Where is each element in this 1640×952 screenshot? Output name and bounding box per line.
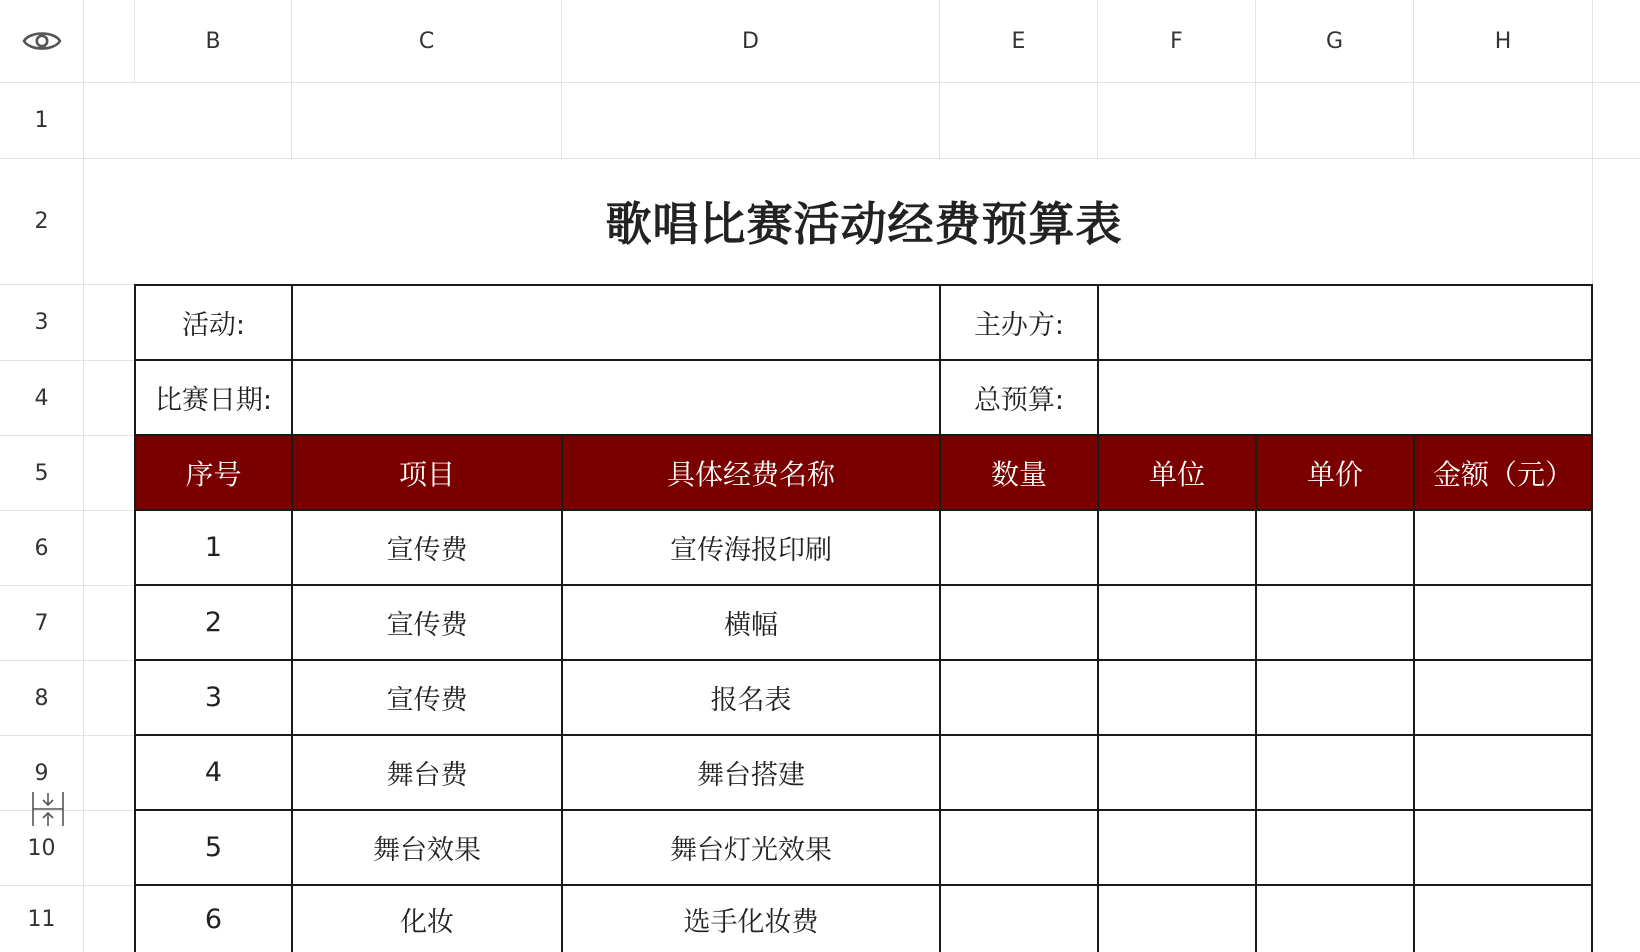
organizer-value-cell[interactable] — [1099, 286, 1591, 359]
row-resize-icon[interactable] — [30, 790, 66, 828]
date-label-cell[interactable]: 比赛日期: — [154, 385, 273, 416]
item-category-cell[interactable]: 宣传费 — [386, 535, 468, 566]
budget-label-cell[interactable]: 总预算: — [973, 385, 1065, 416]
row-header-6[interactable]: 6 — [0, 511, 83, 585]
header-cell-expense-name[interactable]: 具体经费名称 — [666, 457, 835, 491]
row-header-4[interactable]: 4 — [0, 361, 83, 435]
item-category-cell[interactable]: 宣传费 — [386, 610, 468, 641]
item-category-cell[interactable]: 宣传费 — [386, 685, 468, 716]
row-header-5[interactable]: 5 — [0, 436, 83, 510]
header-cell-unit[interactable]: 单位 — [1148, 457, 1205, 491]
item-no-cell[interactable]: 2 — [204, 607, 223, 638]
item-no-cell[interactable]: 5 — [204, 832, 223, 863]
row-header-3[interactable]: 3 — [0, 285, 83, 360]
item-no-cell[interactable]: 4 — [204, 757, 223, 788]
column-header-e[interactable]: E — [940, 0, 1097, 82]
column-header-h[interactable]: H — [1414, 0, 1592, 82]
row-header-7[interactable]: 7 — [0, 586, 83, 660]
header-cell-quantity[interactable]: 数量 — [990, 457, 1047, 491]
gridline — [0, 82, 1640, 83]
item-name-cell[interactable]: 选手化妆费 — [683, 906, 819, 938]
item-no-cell[interactable]: 6 — [204, 903, 223, 935]
item-category-cell[interactable]: 舞台费 — [386, 760, 468, 791]
header-cell-category[interactable]: 项目 — [398, 457, 455, 491]
date-value-cell[interactable] — [293, 361, 939, 434]
item-category-cell[interactable]: 化妆 — [400, 906, 454, 938]
sheet-title[interactable]: 歌唱比赛活动经费预算表 — [605, 196, 1123, 251]
item-category-cell[interactable]: 舞台效果 — [373, 835, 481, 866]
organizer-label-cell[interactable]: 主办方: — [973, 310, 1065, 341]
eye-icon[interactable] — [22, 26, 62, 56]
item-name-cell[interactable]: 宣传海报印刷 — [670, 535, 832, 566]
activity-label-cell[interactable]: 活动: — [181, 310, 246, 341]
row-header-9[interactable]: 9 — [0, 736, 83, 810]
column-header-f[interactable]: F — [1098, 0, 1255, 82]
column-header-b[interactable]: B — [135, 0, 291, 82]
row-header-1[interactable]: 1 — [0, 83, 83, 158]
budget-value-cell[interactable] — [1099, 361, 1591, 434]
column-header-d[interactable]: D — [562, 0, 939, 82]
row-header-10[interactable]: 10 — [0, 811, 83, 885]
column-header-c[interactable]: C — [292, 0, 561, 82]
row-header-8[interactable]: 8 — [0, 661, 83, 735]
row-header-2[interactable]: 2 — [0, 159, 83, 284]
header-cell-unit-price[interactable]: 单价 — [1306, 457, 1363, 491]
header-cell-no[interactable]: 序号 — [185, 457, 242, 491]
table-border — [1255, 434, 1257, 952]
activity-value-cell[interactable] — [293, 286, 939, 359]
item-no-cell[interactable]: 1 — [204, 532, 223, 563]
column-header-g[interactable]: G — [1256, 0, 1413, 82]
item-name-cell[interactable]: 舞台搭建 — [697, 760, 805, 791]
item-no-cell[interactable]: 3 — [204, 682, 223, 713]
table-border — [1413, 434, 1415, 952]
table-border — [1591, 284, 1593, 952]
row-header-11[interactable]: 11 — [0, 886, 83, 952]
item-name-cell[interactable]: 横幅 — [724, 610, 778, 641]
item-name-cell[interactable]: 舞台灯光效果 — [670, 835, 832, 866]
item-name-cell[interactable]: 报名表 — [710, 685, 792, 716]
header-cell-amount[interactable]: 金额（元） — [1432, 457, 1573, 491]
